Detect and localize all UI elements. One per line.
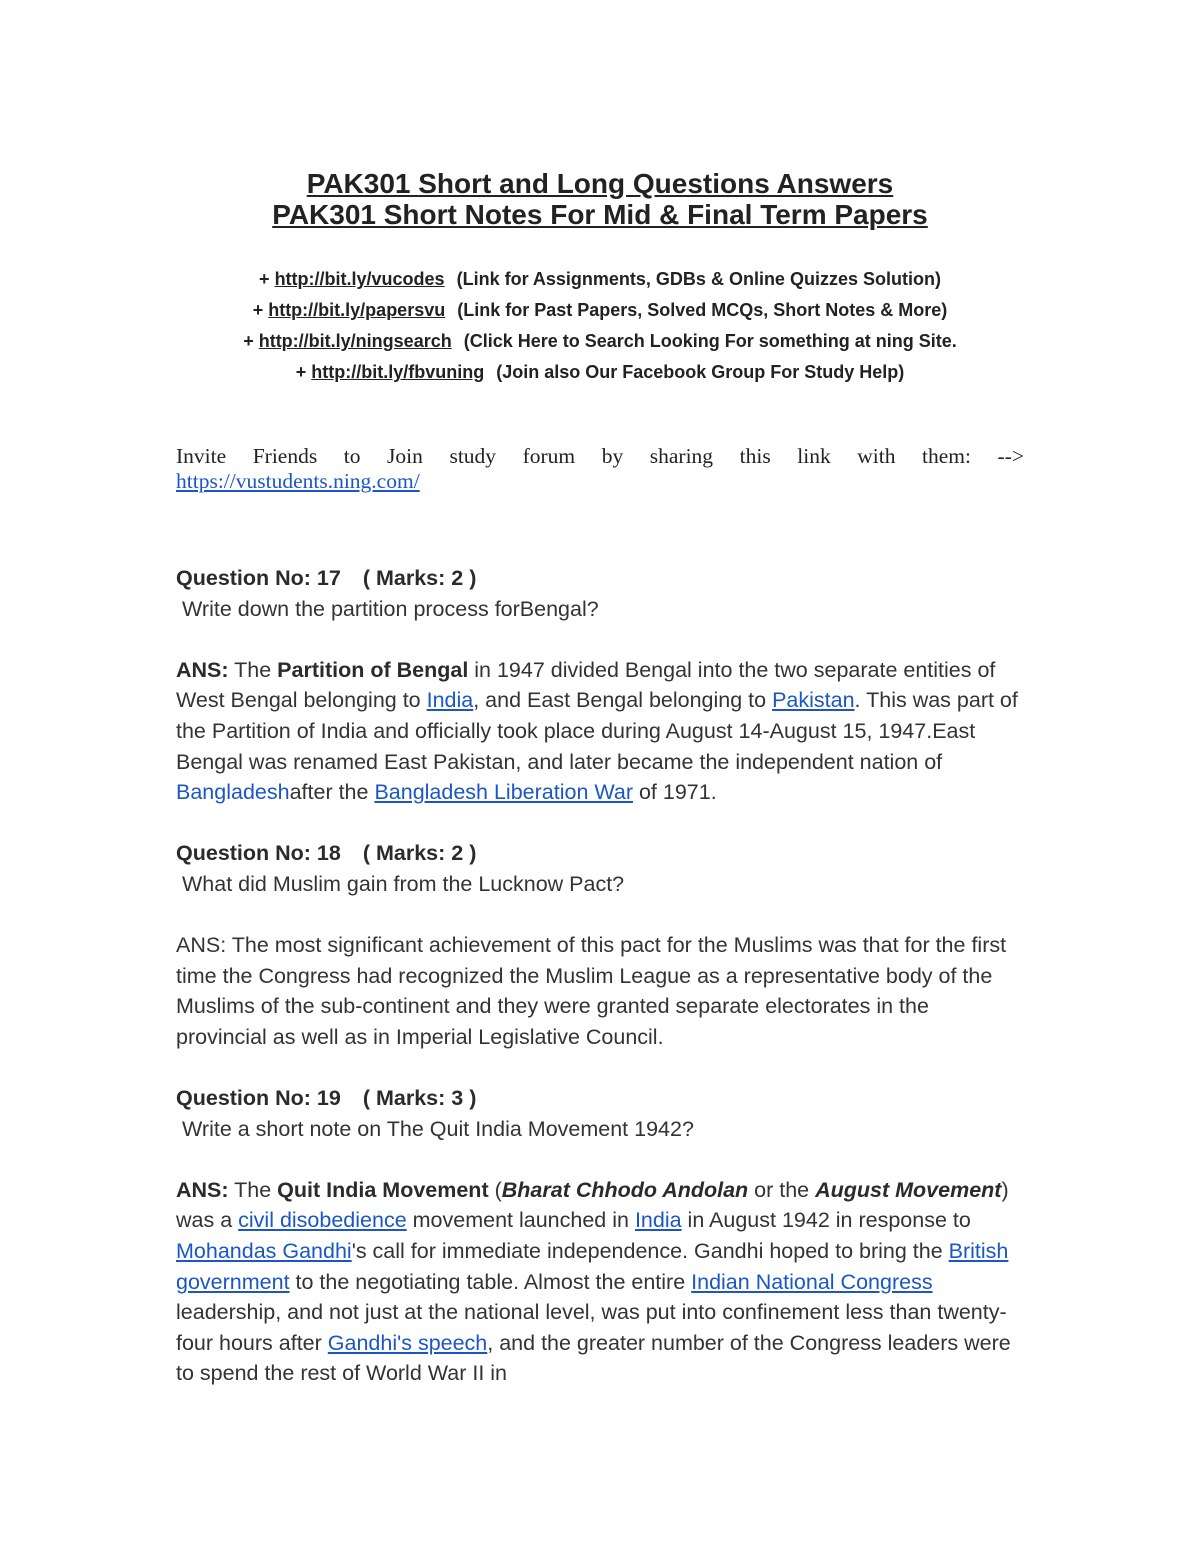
gandhis-speech-link[interactable]: Gandhi's speech (327, 1330, 488, 1355)
answer-label: ANS: (176, 1177, 229, 1202)
answer-text: ( (488, 1177, 502, 1202)
question-heading (176, 838, 1024, 869)
answer-text: ) was a (176, 1177, 1009, 1233)
papersvu-link[interactable]: http://bit.ly/papersvu (268, 300, 446, 320)
question-18 (176, 838, 1024, 1052)
question-heading (176, 1083, 1024, 1114)
question-marks: ( Marks: 3 ) (362, 1086, 477, 1111)
page-title (176, 168, 1024, 230)
link-row (176, 326, 1024, 357)
answer-text: leadership, and not just at the national level, was put into confinement less than twenty-four hours after (176, 1300, 1007, 1355)
answer-text: to the negotiating table. Almost the entire (289, 1269, 692, 1294)
answer-text: in 1947 divided Bengal into the two separate entities of West Bengal belonging to (176, 657, 996, 713)
link-row (176, 295, 1024, 326)
link-description: (Join also Our Facebook Group For Study Help) (496, 362, 905, 382)
british-government-link[interactable]: British government (176, 1239, 1009, 1294)
bangladesh-text: Bangladesh (176, 780, 290, 805)
forum-link[interactable]: https://vustudents.ning.com/ (176, 469, 420, 493)
question-marks: ( Marks: 2 ) (362, 566, 477, 590)
link-prefix: + (259, 269, 275, 289)
title-line-2: PAK301 Short Notes For Mid & Final Term Papers (272, 199, 928, 230)
link-description: (Click Here to Search Looking For something at ning Site. (463, 331, 957, 351)
civil-disobedience-link[interactable]: civil disobedience (238, 1208, 407, 1233)
title-line-1: PAK301 Short and Long Questions Answers (306, 168, 894, 199)
answer-bold-italic: Bharat Chhodo Andolan (501, 1177, 749, 1202)
question-number: Question No: 18 (176, 841, 341, 866)
question-text: What did Muslim gain from the Lucknow Pact? (182, 871, 625, 896)
indian-national-congress-link[interactable]: Indian National Congress (691, 1269, 933, 1294)
answer-text: , and the greater number of the Congress leaders were to spend the rest of World War II in (176, 1330, 1011, 1386)
india-link[interactable]: India (426, 688, 474, 713)
question-text: Write down the partition process forBengal? (182, 596, 599, 621)
answer-text: . This was part of the Partition of India and officially took place during August 14-August 15, 1947.East Bengal was renamed East Pakistan, and later became the independent nation of (176, 688, 1018, 774)
question-text: Write a short note on The Quit India Movement 1942? (182, 1116, 694, 1141)
answer-text: or the (748, 1177, 816, 1202)
link-prefix: + (295, 362, 312, 382)
link-description: (Link for Assignments, GDBs & Online Quizzes Solution) (456, 269, 941, 289)
link-description: (Link for Past Papers, Solved MCQs, Short Notes & More) (457, 300, 948, 320)
question-19 (176, 1083, 1024, 1389)
vucodes-link[interactable]: http://bit.ly/vucodes (274, 269, 445, 289)
ningsearch-link[interactable]: http://bit.ly/ningsearch (258, 331, 452, 351)
answer-text: after the (289, 780, 375, 805)
answer: ANS: The most significant achievement of this pact for the Muslims was that for the first time the Congress had recognized the Muslim League as a representative body of the Muslims of the sub-continent and they were granted separate electorates in the provincial as well as in Imperial Legislative Council. (176, 933, 1007, 1049)
link-row (176, 264, 1024, 295)
answer-bold: Partition of Bengal (277, 657, 469, 682)
question-number: Question No: 17 (176, 566, 341, 590)
answer-text: of 1971. (633, 780, 717, 805)
fbvuning-link[interactable]: http://bit.ly/fbvuning (311, 362, 485, 382)
link-prefix: + (243, 331, 259, 351)
pakistan-link[interactable]: Pakistan (772, 688, 855, 713)
invite-text: Invite Friends to Join study forum by sharing this link with them: --> (176, 444, 1024, 468)
question-number: Question No: 19 (176, 1086, 341, 1111)
answer-text: , and East Bengal belonging to (473, 688, 773, 713)
answer (176, 655, 1024, 808)
question-heading (176, 563, 1024, 594)
liberation-war-link[interactable]: Bangladesh Liberation War (374, 780, 633, 805)
mohandas-gandhi-link[interactable]: Mohandas Gandhi (176, 1239, 352, 1264)
resource-links (176, 264, 1024, 388)
answer-text: 's call for immediate independence. Gandhi hoped to bring the (351, 1239, 949, 1264)
answer-bold: Quit India Movement (277, 1177, 489, 1202)
answer (176, 1175, 1024, 1389)
answer-text: in August 1942 in response to (681, 1208, 971, 1233)
answer-text: The (228, 657, 278, 682)
question-marks: ( Marks: 2 ) (362, 841, 477, 866)
link-prefix: + (252, 300, 269, 320)
answer-bold-italic: August Movement (815, 1177, 1002, 1202)
answer-text: The (228, 1177, 278, 1202)
india-link[interactable]: India (634, 1208, 682, 1233)
document-page (176, 168, 1024, 1389)
question-17 (176, 563, 1024, 808)
link-row (176, 357, 1024, 388)
answer-label: ANS: (176, 657, 229, 682)
answer-text: movement launched in (406, 1208, 635, 1233)
